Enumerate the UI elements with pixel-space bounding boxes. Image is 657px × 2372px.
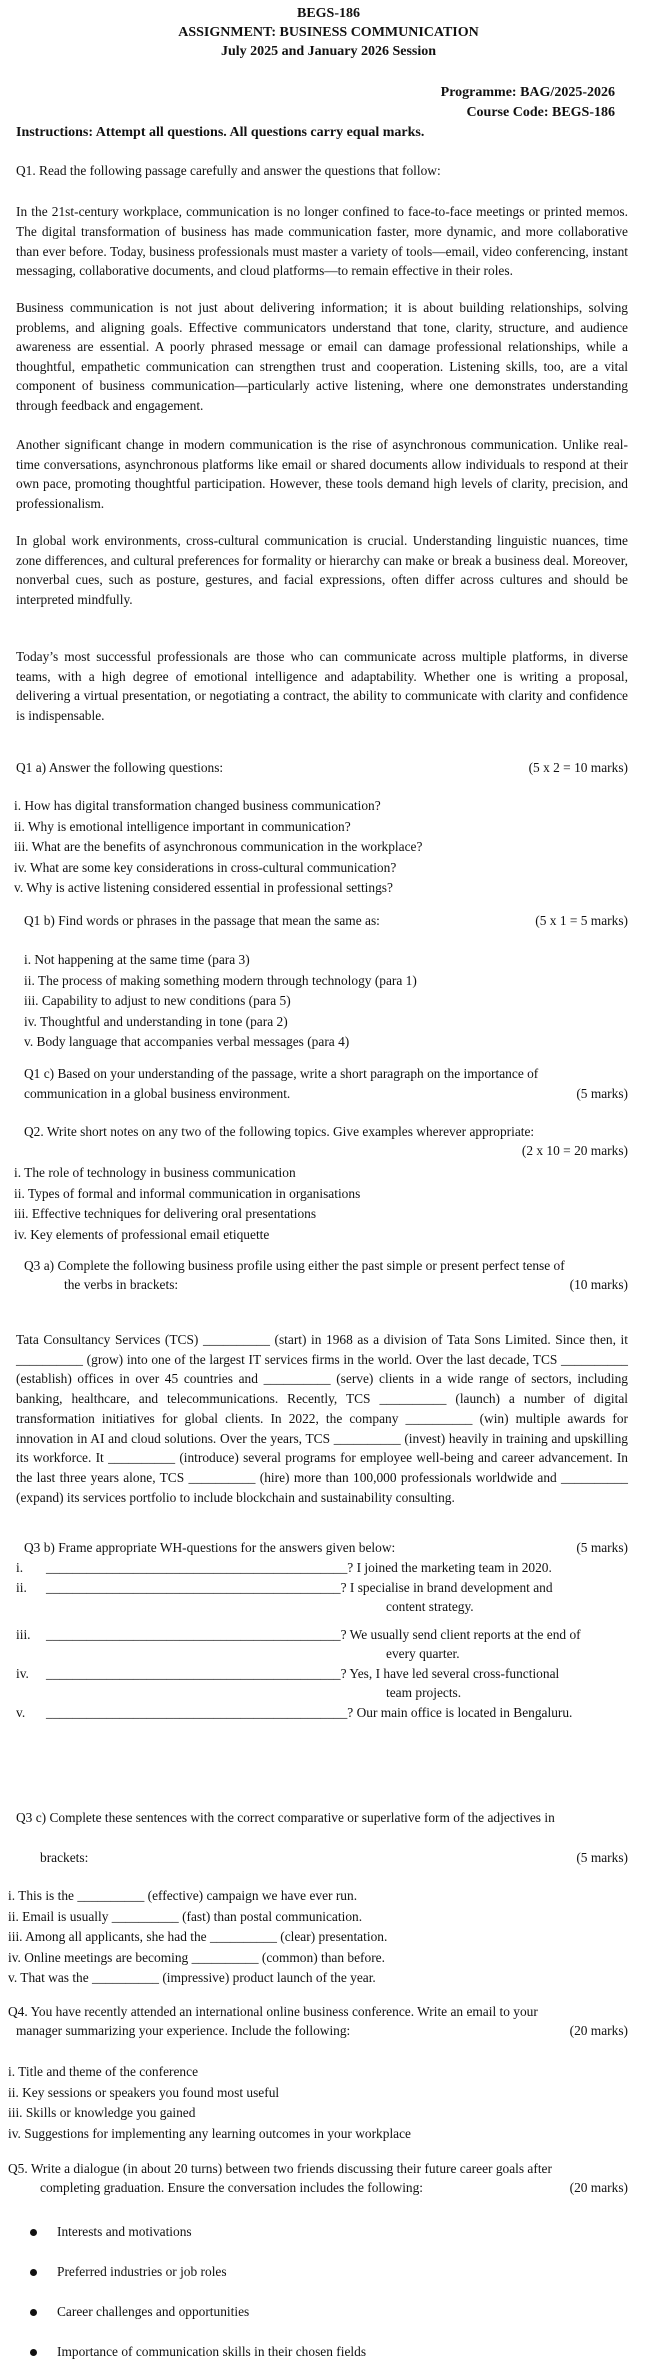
q3b-label: Q3 b) Frame appropriate WH-questions for the answers given below: xyxy=(24,1540,396,1555)
list-item: iii. Skills or knowledge you gained xyxy=(8,2105,196,2120)
list-item: iii. What are the benefits of asynchronous communication in the workplace? xyxy=(14,839,423,854)
assignment-title: ASSIGNMENT: BUSINESS COMMUNICATION xyxy=(178,25,479,40)
q4-line1: Q4. You have recently attended an international online business conference. Write an email to your xyxy=(8,2004,538,2019)
q3c-line2: brackets: xyxy=(40,1850,89,1865)
list-item: iv. What are some key considerations in cross-cultural communication? xyxy=(14,859,397,875)
q2-list xyxy=(14,1163,634,1245)
list-item: ii. Email is usually __________ (fast) than postal communication. xyxy=(8,1908,363,1924)
q3a-block xyxy=(24,1256,628,1294)
list-item: iii. Capability to adjust to new conditions (para 5) xyxy=(24,993,291,1008)
instructions: Instructions: Attempt all questions. All questions carry equal marks. xyxy=(16,125,425,140)
tcs-profile-paragraph: Tata Consultancy Services (TCS) __________ (start) in 1968 as a division of Tata Sons Limited. Since then, it __________ (grow) into one of the largest IT services firms in the world. Over the last decade, TCS __________ (establish) offices in over 45 countries and __________ (serve) clients in a wide range of sectors, including banking, healthcare, and telecommunications. Recently, TCS __________ (launch) a number of digital transformation initiatives for global clients. In 2022, the company __________ (win) multiple awards for innovation in AI and cloud solutions. Over the years, TCS __________ (invest) heavily in training and upskilling its workforce. It __________ (introduce) several programs for employee well-being and career advancement. In the last three years alone, TCS __________ (hire) more than 100,000 professionals worldwide and __________ (expand) its services portfolio to include blockchain and sustainability consulting. xyxy=(16,1332,628,1505)
bullet-icon xyxy=(30,2269,37,2276)
q2-block xyxy=(24,1122,628,1160)
q1c-marks: (5 marks) xyxy=(576,1086,628,1102)
list-item: i. Not happening at the same time (para 3) xyxy=(24,952,250,967)
bullet-icon xyxy=(30,2309,37,2316)
q1a-list xyxy=(14,796,634,899)
list-item: v. Why is active listening considered essential in professional settings? xyxy=(14,880,393,895)
wh-item: iii. ____________________________________________ ? We usually send client reports at the end of xyxy=(16,1626,581,1642)
q4-marks: (20 marks) xyxy=(569,2023,628,2039)
list-item: i. Title and theme of the conference xyxy=(8,2064,199,2079)
q3a-line2: the verbs in brackets: xyxy=(64,1277,179,1293)
q4-block xyxy=(8,2002,628,2040)
q3b-list: i. _____________________________________________ ? I joined the marketing team in 2020. ii. ____________________________________________ ? I specialise in brand development and content strategy. iii. ____________________________________________ ? We usually send client reports at the end of every quarter. iv. ____________________________________________ ? Yes, I have led several cross-functional team projects. v. _____________________________________________ ? Our main office is located in Bengaluru. xyxy=(16,1558,628,1722)
passage-paragraph-2: Business communication is not just about delivering information; it is about building relationships, solving problems, and aligning goals. Effective communicators understand that tone, clarity, structure, and audience awareness are essential. A poorly phrased message or email can damage professional relationships, while a thoughtful, empathetic communication can strengthen trust and cooperation. Listening skills, too, are a vital component of business communication—particularly active listening, where one demonstrates understanding through feedback and engagement. xyxy=(16,300,628,413)
list-item: Career challenges and opportunities xyxy=(30,2292,366,2332)
list-item: ii. Types of formal and informal communication in organisations xyxy=(14,1185,361,1201)
list-item: iii. Among all applicants, she had the __________ (clear) presentation. xyxy=(8,1929,388,1944)
wh-item: iv. ____________________________________________ ? Yes, I have led several cross-functional xyxy=(16,1665,560,1681)
passage-paragraph-1: In the 21st-century workplace, communication is no longer confined to face-to-face meetings or printed memos. The digital transformation of business has made communication faster, more dynamic, and more collaborative than ever before. Today, business professionals must master a variety of tools—email, video conferencing, instant messaging, collaborative documents, and cloud platforms—to remain effective in their roles. xyxy=(16,204,628,279)
q4-line2: manager summarizing your experience. Include the following: xyxy=(16,2023,351,2039)
q3c-marks: (5 marks) xyxy=(576,1850,628,1865)
list-item: Preferred industries or job roles xyxy=(30,2252,366,2292)
q5-bullet-list xyxy=(30,2212,366,2372)
q5-line1: Q5. Write a dialogue (in about 20 turns) between two friends discussing their future career goals after xyxy=(8,2161,552,2176)
list-item: iii. Effective techniques for delivering oral presentations xyxy=(14,1206,317,1221)
q1b-marks: (5 x 1 = 5 marks) xyxy=(535,913,628,928)
list-item: i. The role of technology in business communication xyxy=(14,1165,296,1180)
wh-item: v. _____________________________________________ ? Our main office is located in Bengaluru. xyxy=(16,1704,573,1720)
bullet-icon xyxy=(30,2349,37,2356)
q3c-line1: Q3 c) Complete these sentences with the correct comparative or superlative form of the adjectives in xyxy=(16,1810,555,1825)
q3c-list xyxy=(8,1886,628,1989)
q1b-list xyxy=(24,950,644,1053)
q2-label: Q2. Write short notes on any two of the following topics. Give examples wherever appropriate: xyxy=(24,1124,535,1139)
list-item: iv. Key elements of professional email etiquette xyxy=(14,1226,270,1242)
q1c-line2: communication in a global business environment. xyxy=(24,1086,291,1102)
list-item: Interests and motivations xyxy=(30,2212,366,2252)
list-item: ii. The process of making something modern through technology (para 1) xyxy=(24,972,417,988)
q4-list xyxy=(8,2062,628,2144)
list-item: i. How has digital transformation changed business communication? xyxy=(14,798,381,813)
list-item: Importance of communication skills in their chosen fields xyxy=(30,2332,366,2372)
q2-marks: (2 x 10 = 20 marks) xyxy=(521,1143,628,1159)
q3b-marks: (5 marks) xyxy=(576,1540,628,1555)
q1a-label: Q1 a) Answer the following questions: xyxy=(16,760,224,775)
list-item: v. Body language that accompanies verbal messages (para 4) xyxy=(24,1034,350,1049)
wh-item: i. _____________________________________________ ? I joined the marketing team in 2020. xyxy=(16,1560,552,1575)
q1c-line1: Q1 c) Based on your understanding of the passage, write a short paragraph on the importance of xyxy=(24,1066,539,1081)
course-code-heading: BEGS-186 xyxy=(296,6,360,21)
q3c-line2-row xyxy=(40,1848,628,1867)
q3b-heading xyxy=(24,1538,628,1557)
passage-paragraph-3: Another significant change in modern communication is the rise of asynchronous communication. Unlike real-time conversations, asynchronous platforms like email or shared documents allow individuals to respond at their own pace, promoting thoughtful participation. However, these tools demand high levels of clarity, precision, and professionalism. xyxy=(16,437,628,511)
q5-block xyxy=(8,2159,628,2197)
q1-intro: Q1. Read the following passage carefully and answer the questions that follow: xyxy=(16,163,441,178)
q3a-line1: Q3 a) Complete the following business profile using either the past simple or present perfect tense of xyxy=(24,1258,565,1273)
programme-line: Programme: BAG/2025-2026 xyxy=(440,85,615,100)
q5-line2: completing graduation. Ensure the conversation includes the following: xyxy=(40,2180,424,2196)
passage-paragraph-5: Today’s most successful professionals are those who can communicate across multiple platforms, in diverse teams, with a high degree of emotional intelligence and adaptability. Whether one is writing a proposal, delivering a virtual presentation, or negotiating a contract, the ability to communicate with clarity and confidence is indispensable. xyxy=(16,649,628,723)
q1a-marks: (5 x 2 = 10 marks) xyxy=(528,760,628,775)
list-item: iv. Suggestions for implementing any learning outcomes in your workplace xyxy=(8,2125,411,2141)
wh-item: ii. ____________________________________________ ? I specialise in brand development and xyxy=(16,1579,553,1595)
bullet-icon xyxy=(30,2229,37,2236)
list-item: iv. Online meetings are becoming __________ (common) than before. xyxy=(8,1949,385,1965)
q5-marks: (20 marks) xyxy=(569,2180,628,2196)
course-code-line: Course Code: BEGS-186 xyxy=(466,105,615,120)
q1a-heading xyxy=(16,758,628,777)
list-item: v. That was the __________ (impressive) product launch of the year. xyxy=(8,1970,376,1985)
session-line: July 2025 and January 2026 Session xyxy=(220,44,437,59)
list-item: i. This is the __________ (effective) campaign we have ever run. xyxy=(8,1888,358,1903)
list-item: ii. Why is emotional intelligence important in communication? xyxy=(14,818,351,834)
list-item: iv. Thoughtful and understanding in tone (para 2) xyxy=(24,1013,288,1029)
q1b-label: Q1 b) Find words or phrases in the passage that mean the same as: xyxy=(24,913,380,928)
q1b-heading xyxy=(24,911,628,930)
q3a-marks: (10 marks) xyxy=(569,1277,628,1293)
passage-paragraph-4: In global work environments, cross-cultural communication is crucial. Understanding linguistic nuances, time zone differences, and cultural preferences for formality or hierarchy can make or break a business deal. Moreover, nonverbal cues, such as posture, gestures, and facial expressions, often differ across cultures and should be interpreted mindfully. xyxy=(16,533,628,607)
list-item: ii. Key sessions or speakers you found most useful xyxy=(8,2084,280,2100)
q1c-block xyxy=(24,1064,628,1103)
